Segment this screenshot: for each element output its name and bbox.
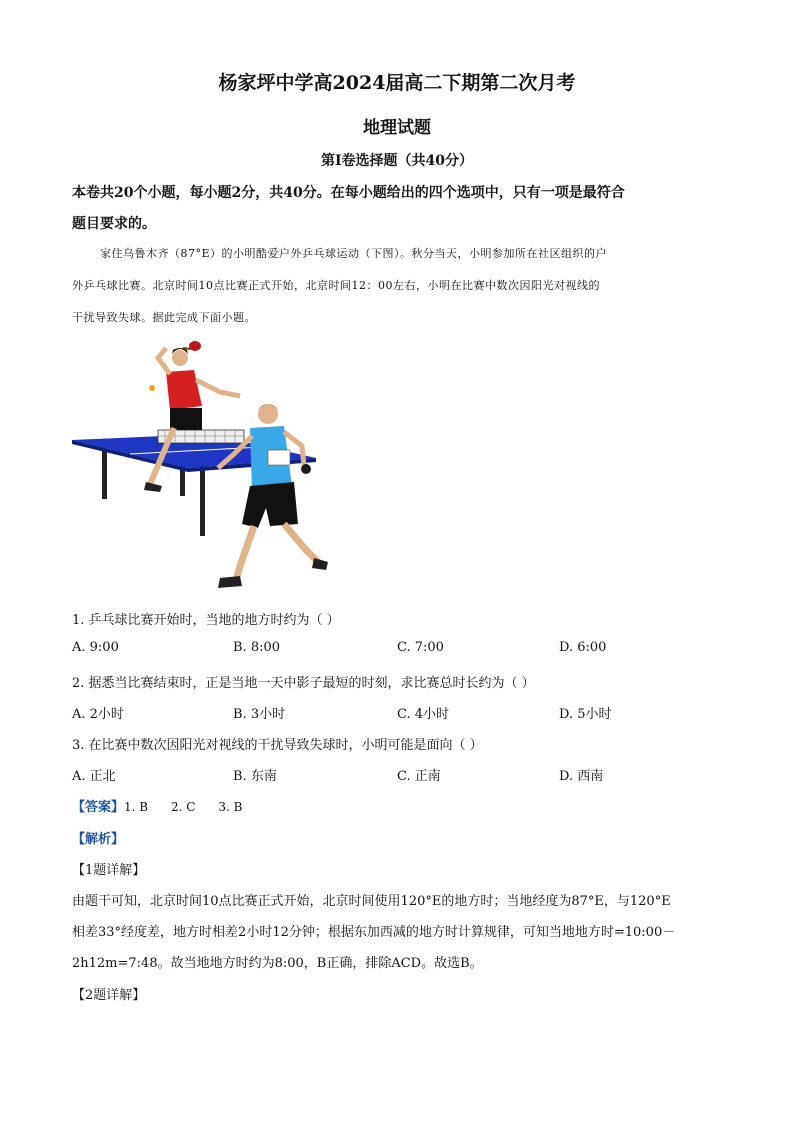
subject-title: 地理试题 [363, 118, 431, 138]
question-2-option-d: D. 5小时 [559, 707, 612, 722]
question-3: 3. 在比赛中数次因阳光对视线的干扰导致失球时，小明可能是面向（ ） [72, 738, 483, 753]
question-2-option-c: C. 4小时 [397, 707, 450, 722]
question-1-option-d: D. 6:00 [559, 640, 607, 655]
passage-line-3: 干扰导致失球。据此完成下面小题。 [72, 311, 256, 324]
question-2-option-b: B. 3小时 [233, 707, 286, 722]
ball [149, 385, 155, 391]
question-1: 1. 乒乓球比赛开始时，当地的地方时约为（ ） [72, 613, 340, 628]
analysis-label: 【解析】 [72, 832, 125, 847]
table-leg-left [102, 451, 107, 499]
question-1-option-c: C. 7:00 [397, 640, 444, 655]
instructions-line-2: 题目要求的。 [72, 216, 156, 232]
passage-line-2: 外乒乓球比赛。北京时间10点比赛正式开始，北京时间12：00左右，小明在比赛中数次因阳光对视线的 [72, 279, 600, 292]
answer-row [72, 796, 242, 815]
analysis-q1-line-1: 由题干可知，北京时间10点比赛正式开始，北京时间使用120°E的地方时；当地经度为87°E，与120°E [72, 894, 671, 909]
passage-line-1: 家住乌鲁木齐（87°E）的小明酷爱户外乒乓球运动（下图）。秋分当天，小明参加所在社区组织的户 [100, 247, 608, 260]
table-leg-front [200, 466, 205, 536]
question-3-option-a: A. 正北 [72, 769, 116, 784]
section-title: 第I卷选择题（共40分） [320, 153, 474, 169]
question-3-option-d: D. 西南 [559, 769, 604, 784]
analysis-q1-label: 【1题详解】 [72, 863, 146, 878]
question-1-option-a: A. 9:00 [72, 640, 119, 655]
answer-items: 1. B 2. C 3. B [124, 800, 243, 814]
instructions-line-1: 本卷共20个小题，每小题2分，共40分。在每小题给出的四个选项中，只有一项是最符合 [72, 185, 625, 201]
question-1-option-b: B. 8:00 [233, 640, 281, 655]
table-tennis-illustration [70, 336, 332, 596]
question-3-option-b: B. 东南 [233, 769, 277, 784]
question-2-option-a: A. 2小时 [72, 707, 124, 722]
analysis-q1-line-3: 2h12m=7:48。故当地地方时约为8:00，B正确，排除ACD。故选B。 [72, 956, 483, 971]
question-3-option-c: C. 正南 [397, 769, 441, 784]
analysis-q2-label: 【2题详解】 [72, 988, 146, 1003]
answer-label: 【答案】 [72, 800, 125, 815]
question-2: 2. 据悉当比赛结束时，正是当地一天中影子最短的时刻，求比赛总时长约为（ ） [72, 676, 535, 691]
exam-title: 杨家坪中学高2024届高二下期第二次月考 [218, 72, 576, 94]
analysis-q1-line-2: 相差33°经度差，地方时相差2小时12分钟；根据东加西减的地方时计算规律，可知当地地方时=10:00－ [72, 925, 676, 940]
